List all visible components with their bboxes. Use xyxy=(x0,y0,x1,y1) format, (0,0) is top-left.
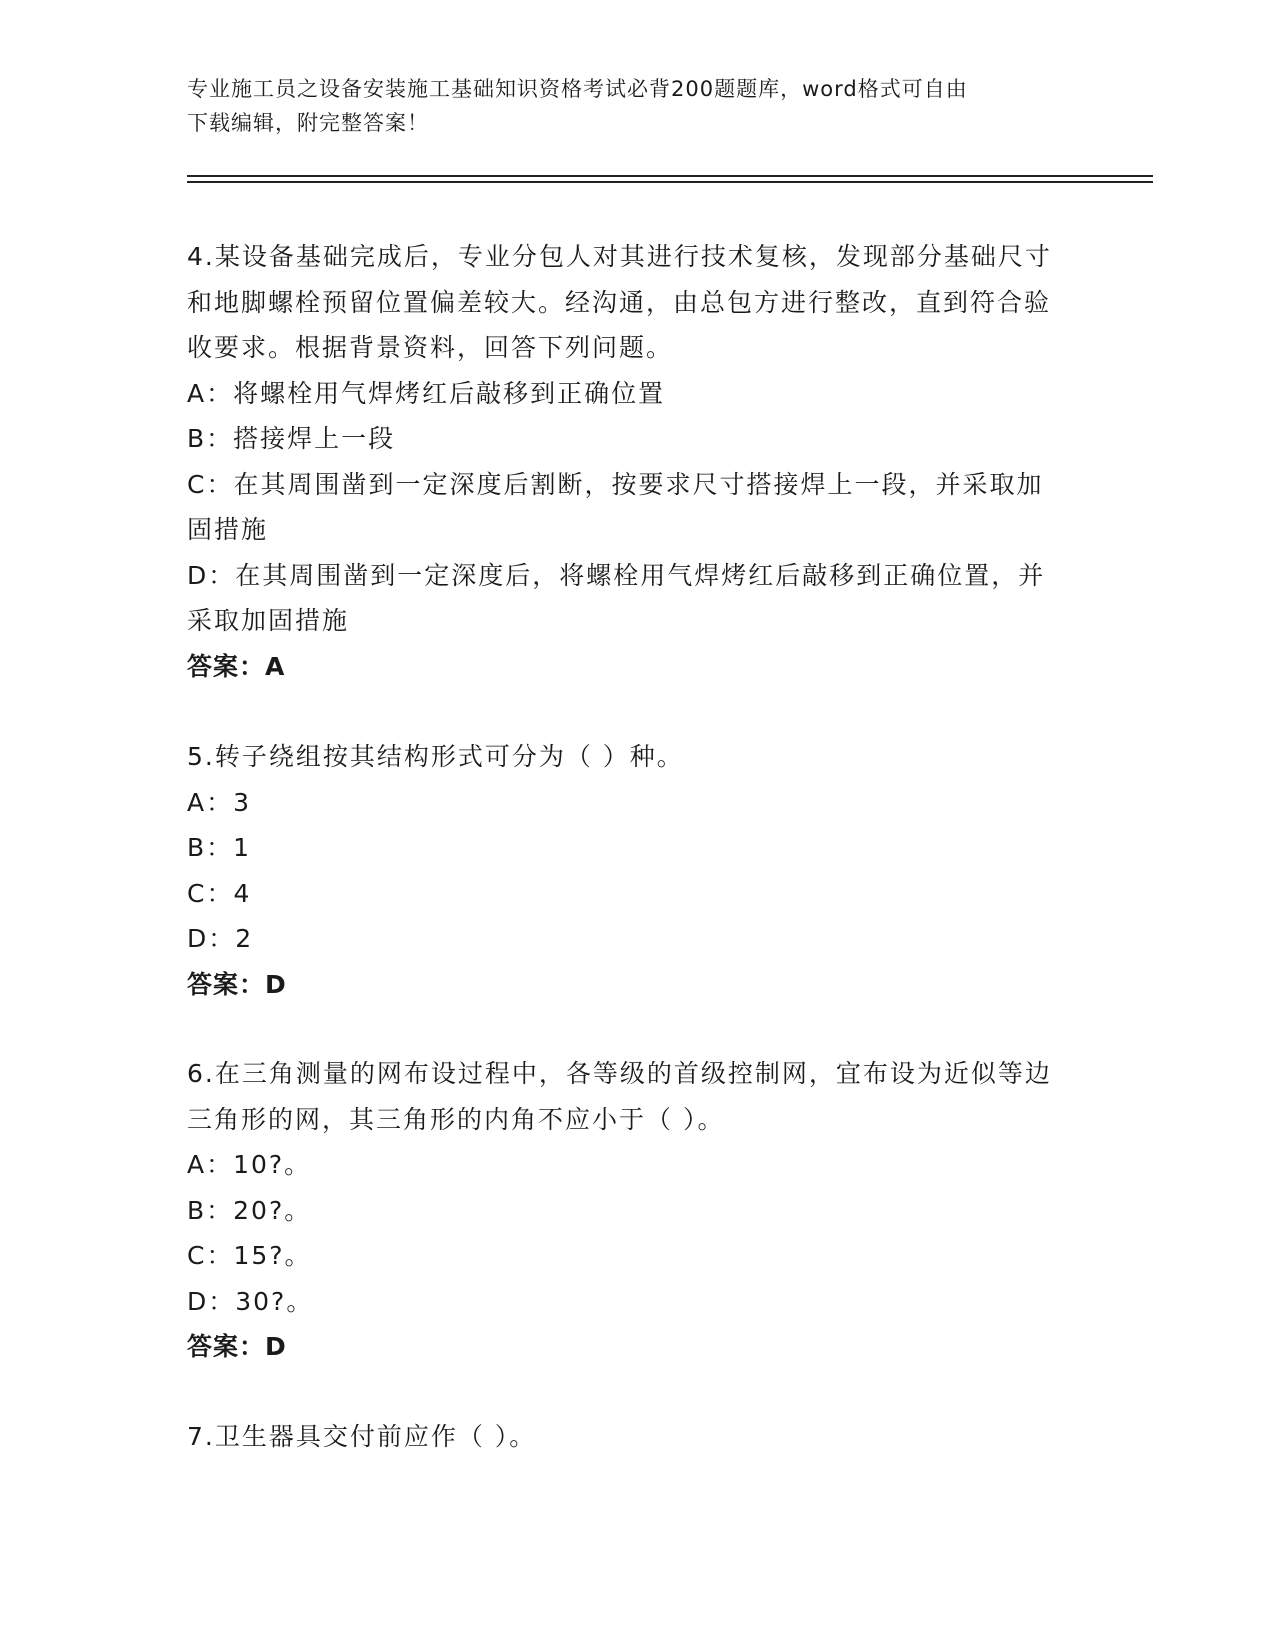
option-c: C：4 xyxy=(187,878,252,908)
question-stem: 6.在三角测量的网布设过程中，各等级的首级控制网，宜布设为近似等边三角形的网，其三角形的内角不应小于（ ）。 xyxy=(187,1059,1052,1134)
question-6 xyxy=(187,1051,1067,1370)
question-stem: 4.某设备基础完成后，专业分包人对其进行技术复核，发现部分基础尺寸和地脚螺栓预留位置偏差较大。经沟通，由总包方进行整改，直到符合验收要求。根据背景资料，回答下列问题。 xyxy=(187,242,1052,362)
option-d: D：在其周围凿到一定深度后，将螺栓用气焊烤红后敲移到正确位置，并采取加固措施 xyxy=(187,560,1046,635)
option-a: A：10?。 xyxy=(187,1150,312,1179)
header-line-1: 专业施工员之设备安装施工基础知识资格考试必背200题题库，word格式可自由 xyxy=(187,77,968,101)
option-a: A：3 xyxy=(187,787,252,817)
question-stem: 5.转子绕组按其结构形式可分为（ ）种。 xyxy=(187,742,684,771)
header-divider-bottom xyxy=(187,181,1153,183)
answer: 答案：D xyxy=(187,1332,287,1361)
option-d: D：30?。 xyxy=(187,1286,314,1316)
header-line-2: 下载编辑，附完整答案！ xyxy=(187,111,429,135)
option-b: B：搭接焊上一段 xyxy=(187,424,396,453)
answer: 答案：A xyxy=(187,651,286,681)
question-stem: 7.卫生器具交付前应作（ ）。 xyxy=(187,1422,537,1451)
option-b: B：20?。 xyxy=(187,1195,312,1225)
option-d: D：2 xyxy=(187,924,254,953)
document-header xyxy=(187,72,1067,140)
question-7 xyxy=(187,1414,1067,1460)
answer: 答案：D xyxy=(187,969,287,999)
question-4 xyxy=(187,234,1067,689)
option-c: C：15?。 xyxy=(187,1241,312,1270)
option-c: C：在其周围凿到一定深度后割断，按要求尺寸搭接焊上一段，并采取加固措施 xyxy=(187,469,1044,544)
header-divider-top xyxy=(187,175,1153,177)
option-b: B：1 xyxy=(187,833,252,862)
option-a: A：将螺栓用气焊烤红后敲移到正确位置 xyxy=(187,378,666,408)
question-5 xyxy=(187,734,1067,1007)
